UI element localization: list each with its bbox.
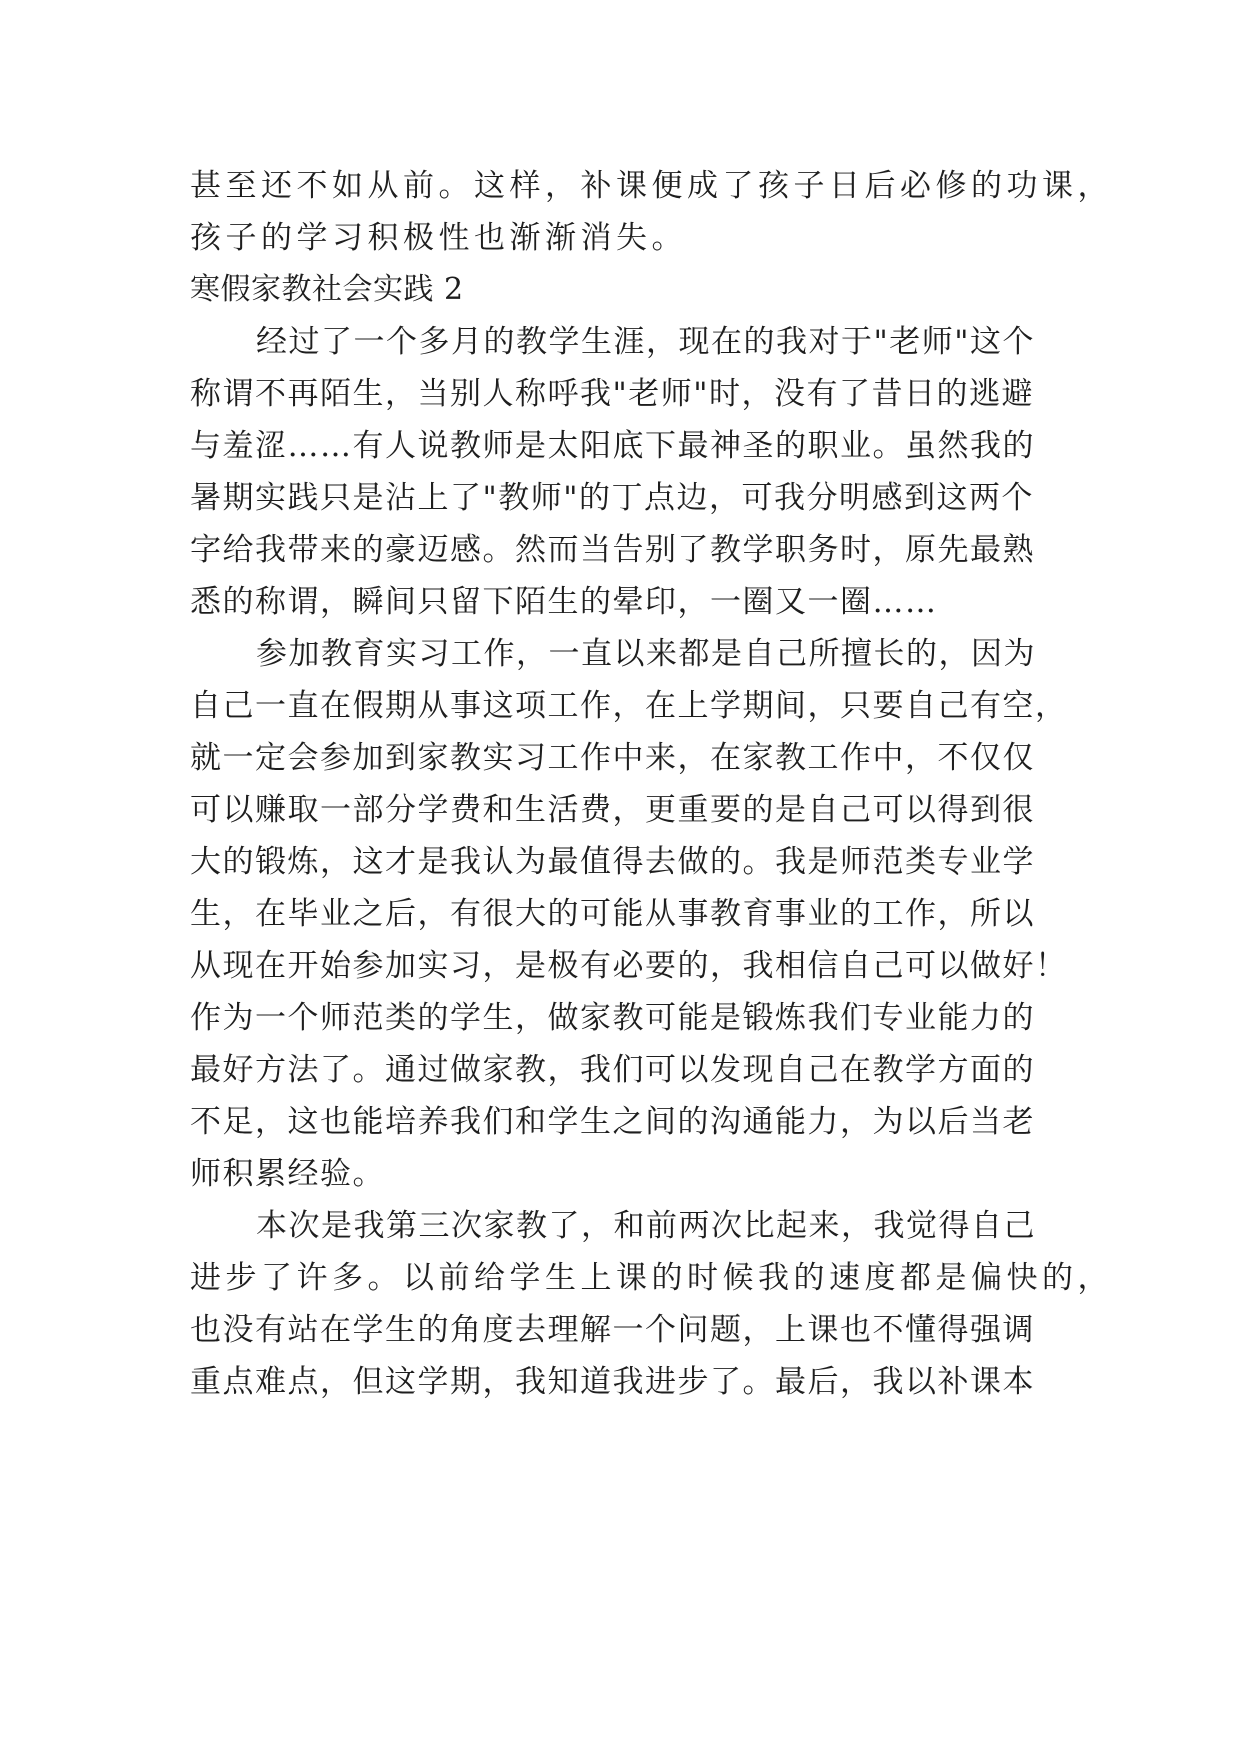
text-line: 本次是我第三次家教了，和前两次比起来，我觉得自己 bbox=[256, 1208, 1036, 1244]
text-line: 重点难点，但这学期，我知道我进步了。最后，我以补课本 bbox=[190, 1364, 1035, 1400]
text-line: 就一定会参加到家教实习工作中来，在家教工作中，不仅仅 bbox=[190, 740, 1035, 776]
text-line: 师积累经验。 bbox=[190, 1156, 385, 1192]
text-line: 参加教育实习工作，一直以来都是自己所擅长的，因为 bbox=[256, 636, 1036, 672]
paragraph-practice-work bbox=[190, 628, 1070, 1200]
text-line: 暑期实践只是沾上了"教师"的丁点边，可我分明感到这两个 bbox=[190, 480, 1035, 516]
text-line: 孩子的学习积极性也渐渐消失。 bbox=[190, 220, 687, 256]
text-line: 与羞涩……有人说教师是太阳底下最神圣的职业。虽然我的 bbox=[190, 428, 1035, 464]
text-line: 悉的称谓，瞬间只留下陌生的晕印，一圈又一圈…… bbox=[190, 584, 938, 620]
text-line: 不足，这也能培养我们和学生之间的沟通能力，为以后当老 bbox=[190, 1104, 1035, 1140]
text-line: 从现在开始参加实习，是极有必要的，我相信自己可以做好！ bbox=[190, 948, 1068, 984]
text-line: 自己一直在假期从事这项工作，在上学期间，只要自己有空， bbox=[190, 688, 1068, 724]
section-heading bbox=[190, 264, 1070, 316]
text-line: 最好方法了。通过做家教，我们可以发现自己在教学方面的 bbox=[190, 1052, 1035, 1088]
text-line: 可以赚取一部分学费和生活费，更重要的是自己可以得到很 bbox=[190, 792, 1035, 828]
text-line: 也没有站在学生的角度去理解一个问题，上课也不懂得强调 bbox=[190, 1312, 1035, 1348]
text-line: 称谓不再陌生，当别人称呼我"老师"时，没有了昔日的逃避 bbox=[190, 376, 1035, 412]
paragraph-third-tutoring bbox=[190, 1200, 1113, 1408]
text-line: 大的锻炼，这才是我认为最值得去做的。我是师范类专业学 bbox=[190, 844, 1035, 880]
text-line: 进步了许多。以前给学生上课的时候我的速度都是偏快的， bbox=[190, 1260, 1113, 1296]
text-line: 字给我带来的豪迈感。然而当告别了教学职务时，原先最熟 bbox=[190, 532, 1035, 568]
paragraph-teacher-title bbox=[190, 316, 1070, 628]
paragraph-continuation bbox=[190, 160, 1113, 264]
heading-text: 寒假家教社会实践 2 bbox=[190, 272, 464, 307]
text-line: 生，在毕业之后，有很大的可能从事教育事业的工作，所以 bbox=[190, 896, 1035, 932]
text-line: 作为一个师范类的学生，做家教可能是锻炼我们专业能力的 bbox=[190, 1000, 1035, 1036]
text-line: 经过了一个多月的教学生涯，现在的我对于"老师"这个 bbox=[256, 324, 1036, 360]
text-line: 甚至还不如从前。这样，补课便成了孩子日后必修的功课， bbox=[190, 168, 1113, 204]
document-body bbox=[190, 160, 1113, 1408]
